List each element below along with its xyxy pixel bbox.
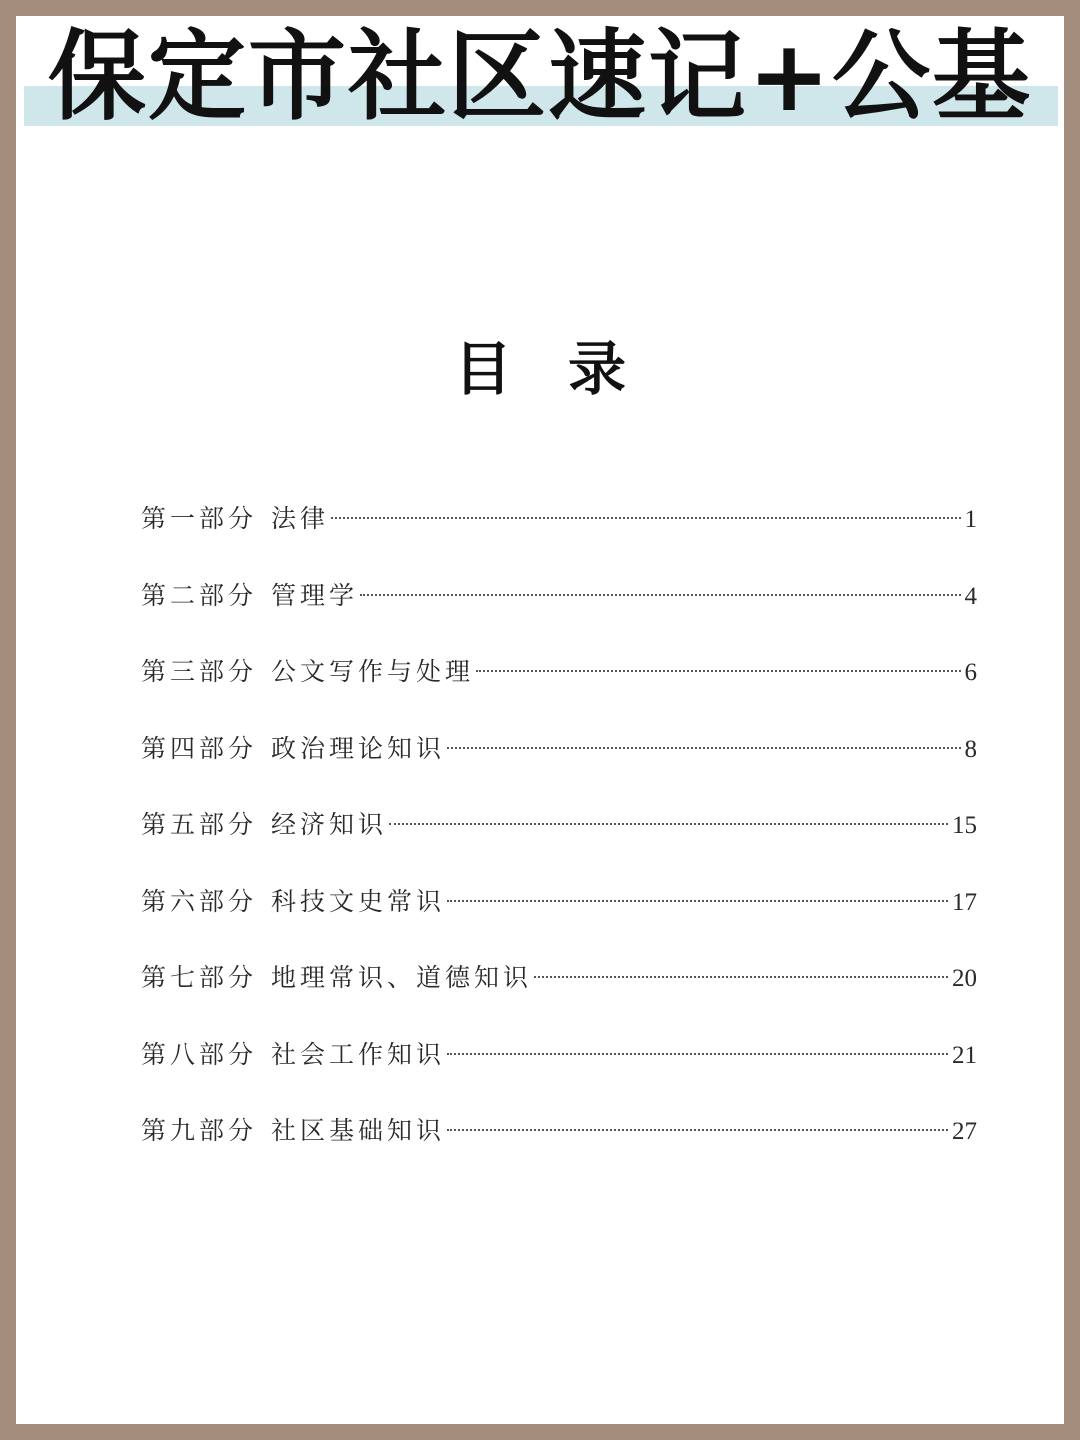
title-banner [16, 16, 1064, 136]
toc-item-page: 20 [952, 965, 977, 992]
toc-item [141, 573, 977, 650]
toc-item-leader [389, 823, 948, 825]
toc-item-title: 地理常识、道德知识 [271, 963, 533, 992]
toc-item-title: 管理学 [271, 580, 359, 610]
toc-item-part: 第四部分 [141, 733, 258, 763]
toc-item-title: 社会工作知识 [271, 1039, 446, 1069]
toc-item-page: 21 [952, 1041, 977, 1069]
toc-item-page: 1 [964, 506, 977, 533]
toc-item-part: 第三部分 [141, 657, 258, 686]
toc-item-title: 公文写作与处理 [271, 657, 475, 686]
toc-item-title: 政治理论知识 [271, 733, 446, 763]
toc-item [141, 726, 977, 803]
toc-item-part: 第一部分 [141, 504, 258, 533]
toc-item-page: 17 [952, 888, 977, 916]
toc-item-part: 第八部分 [141, 1039, 258, 1069]
toc-item-title: 经济知识 [271, 810, 388, 839]
toc-heading: 目录 [453, 335, 682, 403]
toc-item-leader [331, 517, 960, 519]
toc-list [141, 496, 977, 1185]
toc-item-part: 第九部分 [141, 1116, 258, 1145]
toc-item-page: 15 [952, 812, 977, 839]
toc-item-leader [447, 1053, 948, 1055]
toc-item [141, 802, 977, 879]
toc-item [141, 496, 977, 573]
toc-item [141, 955, 977, 1032]
toc-item-title: 社区基础知识 [271, 1116, 446, 1145]
toc-item-part: 第五部分 [141, 810, 258, 839]
toc-item-title: 科技文史常识 [271, 886, 446, 916]
toc-item [141, 1108, 977, 1185]
toc-item-part: 第二部分 [141, 580, 258, 610]
toc-item-leader [476, 670, 960, 672]
toc-item-page: 8 [964, 735, 977, 763]
toc-item-leader [447, 900, 948, 902]
page-title: 保定市社区速记+公基 [47, 20, 1033, 134]
toc-item-page: 6 [964, 659, 977, 686]
toc-item [141, 649, 977, 726]
toc-item-page: 4 [964, 582, 977, 610]
toc-item [141, 879, 977, 956]
toc-item-part: 第六部分 [141, 886, 258, 916]
toc-item-leader [447, 747, 960, 749]
toc-item-part: 第七部分 [141, 963, 258, 992]
toc-item-leader [534, 976, 948, 978]
toc-item [141, 1032, 977, 1109]
toc-item-title: 法律 [271, 504, 330, 533]
toc-item-page: 27 [952, 1118, 977, 1145]
toc-item-leader [447, 1129, 948, 1131]
document-page [16, 16, 1064, 1424]
toc-item-leader [360, 594, 960, 596]
